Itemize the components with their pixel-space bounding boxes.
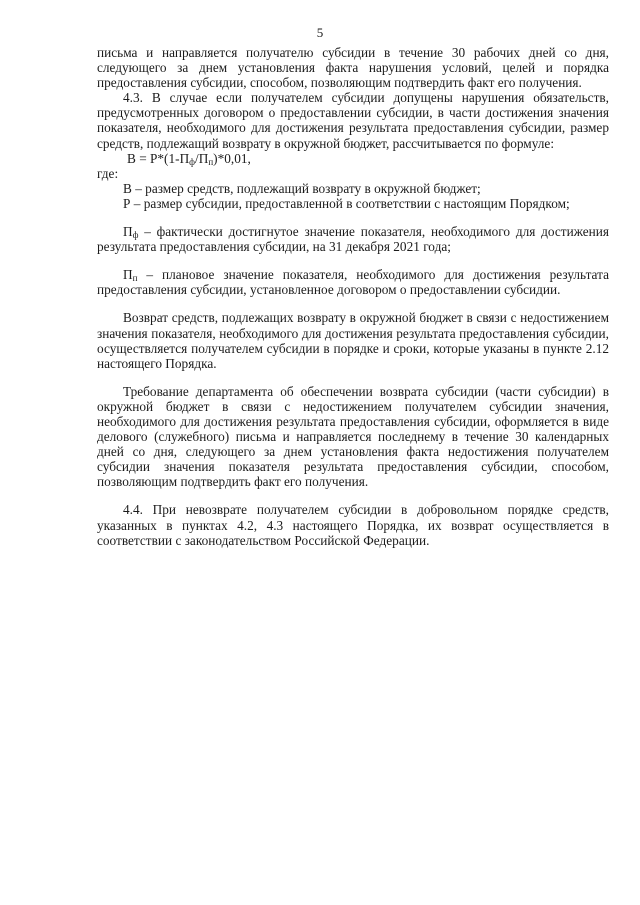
definition-pp: $П_п$ – плановое значение показателя, необходимого для достижения результата предоставления субсидии, установленное договором о предоставлении субсидии. [97,267,609,298]
definition-pf: $П_ф$ – фактически достигнутое значение показателя, необходимого для достижения результата предоставления субсидии, на 31 декабря 2021 года; [97,224,609,255]
formula: $В = Р*(1-П_ф/П_п)*0,01$, [127,150,251,167]
paragraph-4-4: 4.4. При невозврате получателем субсидии в добровольном порядке средств, указанных в пунктах 4.2, 4.3 настоящего Порядка, их возврат осуществляется в соответствии с законодательством Российской Федерации. [97,502,609,548]
page-number: 5 [316,25,324,40]
paragraph-department-requirement: Требование департамента об обеспечении возврата субсидии (части субсидии) в окружной бюджет в связи с недостижением получателем субсидии значения, необходимого для достижения результата предоставления субсидии, оформляется в виде делового (служебного) письма и направляется последнему в течение 30 календарных дней со дня, следующего за днем установления факта недостижения получателем субсидии значения показателя результата предоставления субсидии, способом, позволяющим подтвердить факт его получения. [97,383,609,490]
definition-r: Р – размер субсидии, предоставленной в соответствии с настоящим Порядком; [123,195,570,211]
where-label: где: [97,165,119,181]
definition-v: В – размер средств, подлежащий возврату в окружной бюджет; [123,180,481,196]
paragraph-4-3: 4.3. В случае если получателем субсидии допущены нарушения обязательств, предусмотренных договором о предоставлении субсидии, в части достижения значения показателя, необходимого для достижения результата предоставления субсидии, размер средств, подлежащий возврату в окружной бюджет, рассчитывается по формуле: [97,90,609,151]
document-body [97,45,609,548]
paragraph-return-funds: Возврат средств, подлежащих возврату в окружной бюджет в связи с недостижением значения показателя, необходимого для достижения результата предоставления субсидии, осуществляется получателем субсидии в порядке и сроки, которые указаны в пункте 2.12 настоящего Порядка. [97,310,609,371]
paragraph-continuation: письма и направляется получателю субсидии в течение 30 рабочих дней со дня, следующего за днем установления факта нарушения условий, целей и порядка предоставления субсидии, способом, позволяющим подтвердить факт его получения. [97,45,609,91]
